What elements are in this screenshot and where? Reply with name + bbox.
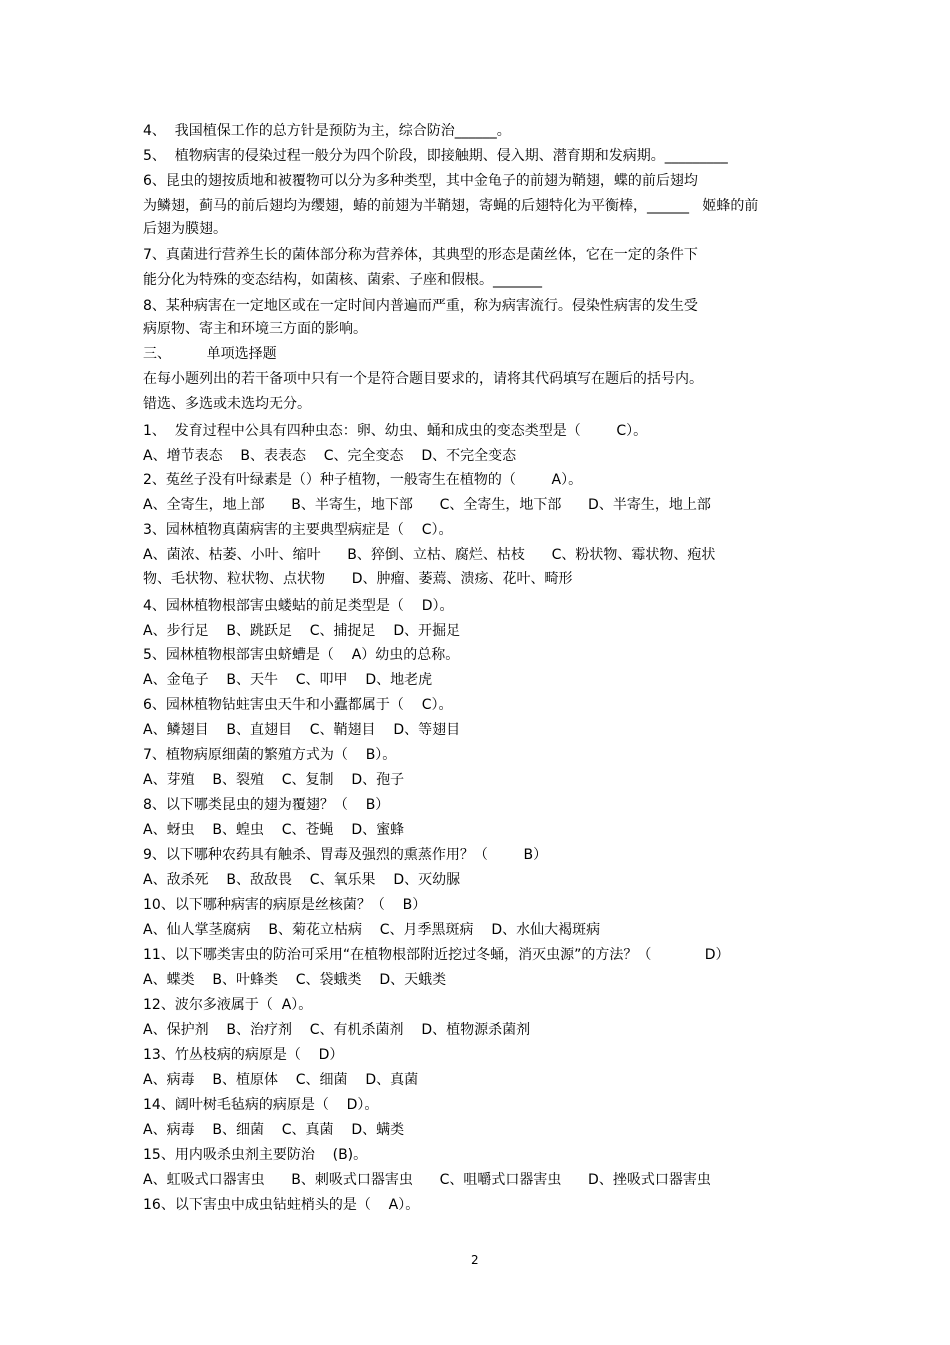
question-line: 7、植物病原细菌的繁殖方式为（ B）。	[143, 747, 397, 763]
instruction-line: 在每小题列出的若干备项中只有一个是符合题目要求的，请将其代码填写在题后的括号内。	[143, 371, 703, 387]
fill-in-line: 6、昆虫的翅按质地和被覆物可以分为多种类型，其中金龟子的前翅为鞘翅，蝶的前后翅均	[143, 173, 698, 189]
question-line: 11、以下哪类害虫的防治可采用“在植物根部附近挖过冬蛹，消灭虫源”的方法？（ D）	[143, 947, 730, 963]
question-line: A、全寄生，地上部 B、半寄生，地下部 C、全寄生，地下部 D、半寄生，地上部	[143, 497, 711, 513]
question-line: A、芽殖 B、裂殖 C、复制 D、孢子	[143, 772, 405, 788]
fill-in-line: 4、 我国植保工作的总方针是预防为主，综合防治______。	[143, 123, 511, 139]
question-line: 16、以下害虫中成虫钻蛀梢头的是（ A）。	[143, 1197, 420, 1213]
question-line: 物、毛状物、粒状物、点状物 D、肿瘤、萎蔫、溃疡、花叶、畸形	[143, 571, 573, 587]
question-line: A、病毒 B、细菌 C、真菌 D、螨类	[143, 1122, 405, 1138]
question-line: A、虹吸式口器害虫 B、刺吸式口器害虫 C、咀嚼式口器害虫 D、挫吸式口器害虫	[143, 1172, 711, 1188]
question-line: A、鳞翅目 B、直翅目 C、鞘翅目 D、等翅目	[143, 722, 461, 738]
question-line: A、菌浓、枯萎、小叶、缩叶 B、猝倒、立枯、腐烂、枯枝 C、粉状物、霉状物、疱状	[143, 547, 716, 563]
question-line: 9、以下哪种农药具有触杀、胃毒及强烈的熏蒸作用？（ B）	[143, 847, 548, 863]
fill-in-line: 为鳞翅，蓟马的前后翅均为缨翅，蝽的前翅为半鞘翅，寄蝇的后翅特化为平衡棒，______ 姬蜂的前	[143, 198, 759, 214]
fill-in-line: 能分化为特殊的变态结构，如菌核、菌索、子座和假根。_______	[143, 272, 542, 288]
question-line: A、蚜虫 B、蝗虫 C、苍蝇 D、蜜蜂	[143, 822, 405, 838]
question-line: A、增节表态 B、表表态 C、完全变态 D、不完全变态	[143, 448, 517, 464]
question-line: A、步行足 B、跳跃足 C、捕捉足 D、开掘足	[143, 623, 461, 639]
question-line: 13、竹丛枝病的病原是（ D）	[143, 1047, 344, 1063]
question-line: A、敌杀死 B、敌敌畏 C、氧乐果 D、灭幼脲	[143, 872, 461, 888]
question-line: 4、园林植物根部害虫蝼蛄的前足类型是（ D）。	[143, 598, 454, 614]
fill-in-line: 7、真菌进行营养生长的菌体部分称为营养体，其典型的形态是菌丝体，它在一定的条件下	[143, 247, 698, 263]
question-line: 12、波尔多液属于（ A）。	[143, 997, 313, 1013]
question-line: 3、园林植物真菌病害的主要典型病症是（ C）。	[143, 522, 453, 538]
question-line: 8、以下哪类昆虫的翅为覆翅？（ B）	[143, 797, 390, 813]
page-number: 2	[471, 1253, 479, 1267]
question-line: 15、用内吸杀虫剂主要防治 (B)。	[143, 1147, 368, 1163]
fill-in-line: 后翅为膜翅。	[143, 221, 227, 237]
question-line: 2、菟丝子没有叶绿素是（）种子植物，一般寄生在植物的（ A）。	[143, 472, 583, 488]
question-line: A、金龟子 B、天牛 C、叩甲 D、地老虎	[143, 672, 433, 688]
section-title: 三、 单项选择题	[143, 346, 277, 362]
question-line: A、病毒 B、植原体 C、细菌 D、真菌	[143, 1072, 419, 1088]
fill-in-line: 病原物、寄主和环境三方面的影响。	[143, 321, 367, 337]
question-line: A、保护剂 B、治疗剂 C、有机杀菌剂 D、植物源杀菌剂	[143, 1022, 531, 1038]
question-line: A、仙人掌茎腐病 B、菊花立枯病 C、月季黑斑病 D、水仙大褐斑病	[143, 922, 601, 938]
fill-in-line: 8、某种病害在一定地区或在一定时间内普遍而严重，称为病害流行。侵染性病害的发生受	[143, 298, 698, 314]
instruction-line: 错选、多选或未选均无分。	[143, 396, 311, 412]
question-line: 5、园林植物根部害虫蛴螬是（ A）幼虫的总称。	[143, 647, 460, 663]
question-line: 6、园林植物钻蛀害虫天牛和小蠹都属于（ C）。	[143, 697, 453, 713]
question-line: A、蝶类 B、叶蜂类 C、袋蛾类 D、天蛾类	[143, 972, 447, 988]
question-line: 1、 发育过程中公具有四种虫态：卵、幼虫、蛹和成虫的变态类型是（ C）。	[143, 423, 648, 439]
question-line: 10、以下哪种病害的病原是丝核菌？（ B）	[143, 897, 427, 913]
fill-in-line: 5、 植物病害的侵染过程一般分为四个阶段，即接触期、侵入期、潜育期和发病期。_________	[143, 148, 728, 164]
question-line: 14、阔叶树毛毡病的病原是（ D）。	[143, 1097, 379, 1113]
